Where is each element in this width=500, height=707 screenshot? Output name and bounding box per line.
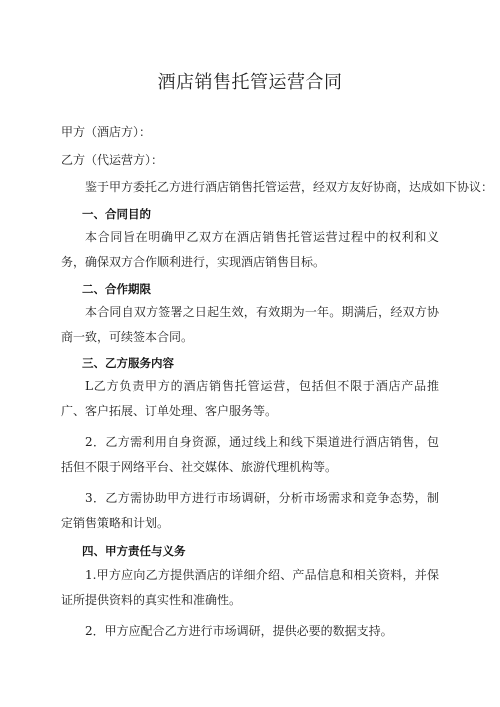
section-heading-term: 二、合作期限 [82, 282, 151, 296]
section-heading-purpose: 一、合同目的 [82, 207, 151, 221]
section-heading-services: 三、乙方服务内容 [82, 356, 174, 370]
section-paragraph: 3．乙方需协助甲方进行市场调研，分析市场需求和竞争态势，制定销售策略和计划。 [61, 491, 439, 530]
section-paragraph: 本合同自双方签署之日起生效，有效期为一年。期满后，经双方协商一致，可续签本合同。 [61, 305, 439, 344]
party-a-line: 甲方（酒店方）： [61, 125, 152, 139]
intro-paragraph: 鉴于甲方委托乙方进行酒店销售托管运营，经双方友好协商，达成如下协议： [85, 180, 494, 194]
section-heading-obligations: 四、甲方责任与义务 [82, 544, 186, 558]
section-paragraph: 1.甲方应向乙方提供酒店的详细介绍、产品信息和相关资料，并保证所提供资料的真实性和准确性。 [61, 568, 439, 607]
party-b-line: 乙方（代运营方）： [61, 153, 164, 167]
section-paragraph: 2．甲方应配合乙方进行市场调研，提供必要的数据支持。 [85, 624, 393, 638]
section-paragraph: 本合同旨在明确甲乙双方在酒店销售托管运营过程中的权利和义务，确保双方合作顺利进行，实现酒店销售目标。 [61, 230, 439, 269]
section-paragraph: 2．乙方需利用自身资源，通过线上和线下渠道进行酒店销售，包括但不限于网络平台、社交媒体、旅游代理机构等。 [61, 435, 439, 474]
document-title: 酒店销售托管运营合同 [157, 72, 343, 93]
section-paragraph: L乙方负责甲方的酒店销售托管运营，包括但不限于酒店产品推广、客户拓展、订单处理、客户服务等。 [61, 379, 439, 418]
